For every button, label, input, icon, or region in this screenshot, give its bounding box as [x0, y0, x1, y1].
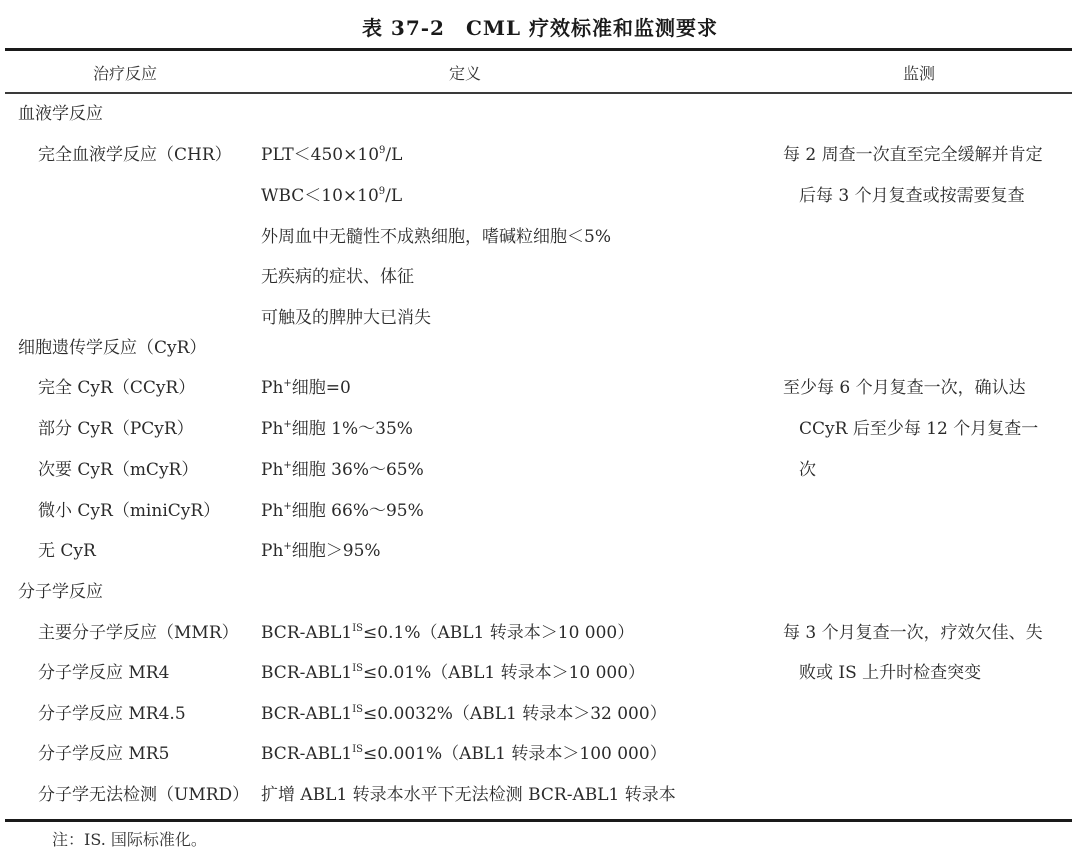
table-row: [0, 414, 1080, 444]
table-row: [0, 618, 1080, 648]
table-row: [0, 181, 1080, 211]
response-cell: 部分 CyR（PCyR）: [38, 419, 194, 439]
monitor-cell: 每 3 个月复查一次，疗效欠佳、失: [783, 623, 1043, 643]
response-cell: 主要分子学反应（MMR）: [38, 623, 239, 643]
section-label: 分子学反应: [18, 582, 103, 602]
table-row: [0, 658, 1080, 688]
definition-cell: $WBC<10\times 10^9/L$: [261, 186, 403, 206]
response-cell: 次要 CyR（mCyR）: [38, 460, 199, 480]
table-footnote: 注：IS. 国际标准化。: [52, 830, 207, 849]
section-row: [0, 577, 1080, 607]
definition-cell: 可触及的脾肿大已消失: [261, 308, 431, 328]
response-cell: 分子学无法检测（UMRD）: [38, 785, 250, 805]
section-row: [0, 333, 1080, 363]
monitor-cell: 每 2 周查一次直至完全缓解并肯定: [783, 145, 1043, 165]
definition-cell: BCR-$ABL1^{IS}\le 0.1\%(ABL1$ 转录本＞10 000）: [261, 623, 635, 643]
header-response: 治疗反应: [93, 64, 158, 83]
response-cell: 分子学反应 MR4: [38, 663, 170, 683]
definition-cell: Ph+细胞 66%～95%: [261, 501, 424, 521]
table-title: 表 37-2 CML 疗效标准和监测要求: [361, 16, 719, 40]
definition-cell: BCR-$ABL1^{IS}\le 0.01\%(ABL1$ 转录本＞10 000）: [261, 663, 646, 683]
table-row: [0, 303, 1080, 333]
top-rule: [5, 48, 1072, 51]
definition-cell: Ph+细胞 36%～65%: [261, 460, 424, 480]
bottom-rule: [5, 819, 1072, 822]
table-row: [0, 780, 1080, 810]
table-row: [0, 140, 1080, 170]
header-rule: [5, 92, 1072, 94]
definition-cell: 外周血中无髓性不成熟细胞，嗜碱粒细胞＜5%: [261, 227, 611, 247]
definition-cell: Ph+细胞=0: [261, 378, 351, 398]
definition-cell: BCR-$ABL1^{IS}\le 0.001\%(ABL1$ 转录本＞100 000）: [261, 744, 667, 764]
definition-cell: BCR-$ABL1^{IS}\le 0.0032\%(ABL1$ 转录本＞32 000）: [261, 704, 667, 724]
response-cell: 微小 CyR（miniCyR）: [38, 501, 221, 521]
response-cell: 分子学反应 MR5: [38, 744, 170, 764]
response-cell: 完全 CyR（CCyR）: [38, 378, 196, 398]
definition-cell: $PLT<450\times 10^9/L$: [261, 145, 403, 165]
table-row: [0, 739, 1080, 769]
section-label: 细胞遗传学反应（CyR）: [18, 338, 207, 358]
table-row: [0, 373, 1080, 403]
table-row: [0, 699, 1080, 729]
table-row: [0, 536, 1080, 566]
response-cell: 无 CyR: [38, 541, 96, 561]
section-label: 血液学反应: [18, 104, 103, 124]
definition-cell: Ph+细胞 1%～35%: [261, 419, 413, 439]
monitor-cell: 后每 3 个月复查或按需要复查: [799, 186, 1025, 206]
response-cell: 完全血液学反应（CHR）: [38, 145, 232, 165]
definition-cell: Ph+细胞＞95%: [261, 541, 381, 561]
table-row: [0, 496, 1080, 526]
monitor-cell: 败或 IS 上升时检查突变: [799, 663, 982, 683]
monitor-cell: CCyR 后至少每 12 个月复查一: [799, 419, 1039, 439]
table-row: [0, 455, 1080, 485]
table-row: [0, 262, 1080, 292]
header-definition: 定义: [449, 64, 482, 83]
monitor-cell: 次: [799, 460, 816, 480]
response-cell: 分子学反应 MR4.5: [38, 704, 186, 724]
definition-cell: 扩增 ABL1 转录本水平下无法检测 BCR-ABL1 转录本: [261, 785, 676, 805]
definition-cell: 无疾病的症状、体征: [261, 267, 414, 287]
table-row: [0, 222, 1080, 252]
header-monitoring: 监测: [903, 64, 936, 83]
section-row: [0, 99, 1080, 129]
monitor-cell: 至少每 6 个月复查一次，确认达: [783, 378, 1026, 398]
